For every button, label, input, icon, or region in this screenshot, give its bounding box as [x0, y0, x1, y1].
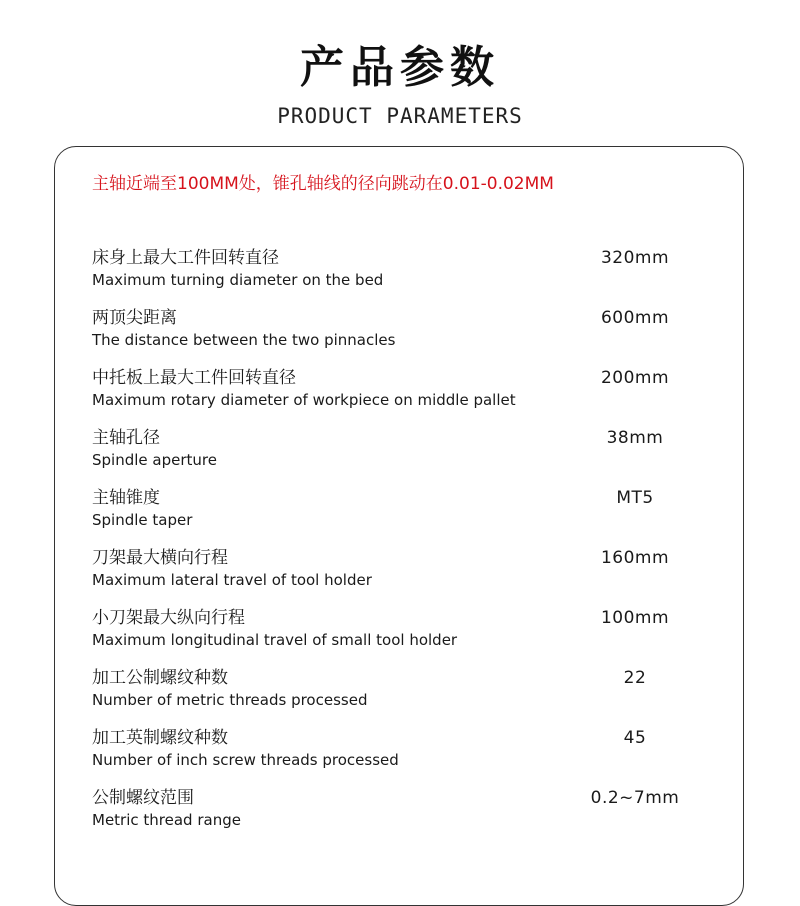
page-subtitle: PRODUCT PARAMETERS: [277, 104, 523, 128]
parameter-row: [92, 725, 692, 785]
parameter-row: [92, 425, 692, 485]
parameter-name-cn: 主轴锥度: [92, 488, 160, 508]
parameter-value: 600mm: [600, 308, 670, 328]
parameter-name-cn: 两顶尖距离: [92, 308, 177, 328]
parameter-value: 200mm: [600, 368, 670, 388]
parameter-name-cn: 小刀架最大纵向行程: [92, 608, 245, 628]
parameter-name-cn: 主轴孔径: [92, 428, 160, 448]
parameter-name-cn: 中托板上最大工件回转直径: [92, 368, 296, 388]
parameter-name-en: Spindle taper: [92, 511, 193, 529]
parameter-name-en: Maximum lateral travel of tool holder: [92, 571, 372, 589]
parameter-row: [92, 305, 692, 365]
parameter-value: 38mm: [606, 428, 664, 448]
parameter-row: [92, 485, 692, 545]
parameter-value: MT5: [616, 488, 654, 508]
parameter-name-cn: 床身上最大工件回转直径: [92, 248, 279, 268]
parameter-value: 45: [623, 728, 647, 748]
parameter-name-cn: 刀架最大横向行程: [92, 548, 228, 568]
parameter-name-en: The distance between the two pinnacles: [92, 331, 396, 349]
parameter-value: 160mm: [600, 548, 670, 568]
parameter-row: [92, 545, 692, 605]
spindle-note: 主轴近端至100MM处，锥孔轴线的径向跳动在0.01-0.02MM: [92, 174, 554, 194]
parameter-value: 100mm: [600, 608, 670, 628]
parameter-value: 0.2~7mm: [590, 788, 680, 808]
page-title: 产品参数: [300, 42, 500, 93]
parameter-name-en: Maximum turning diameter on the bed: [92, 271, 384, 289]
parameter-row: [92, 665, 692, 725]
parameter-name-en: Maximum rotary diameter of workpiece on middle pallet: [92, 391, 516, 409]
parameter-name-en: Spindle aperture: [92, 451, 217, 469]
parameter-name-en: Maximum longitudinal travel of small tool holder: [92, 631, 458, 649]
parameter-name-en: Number of inch screw threads processed: [92, 751, 399, 769]
parameter-name-cn: 公制螺纹范围: [92, 788, 194, 808]
parameter-name-en: Metric thread range: [92, 811, 241, 829]
parameter-value: 320mm: [600, 248, 670, 268]
parameter-name-cn: 加工公制螺纹种数: [92, 668, 228, 688]
parameter-row: [92, 785, 692, 845]
parameter-name-en: Number of metric threads processed: [92, 691, 368, 709]
parameter-value: 22: [623, 668, 647, 688]
parameter-list: [92, 245, 692, 845]
parameter-row: [92, 365, 692, 425]
parameter-name-cn: 加工英制螺纹种数: [92, 728, 228, 748]
parameter-row: [92, 245, 692, 305]
page-header: [0, 38, 800, 130]
parameter-row: [92, 605, 692, 665]
